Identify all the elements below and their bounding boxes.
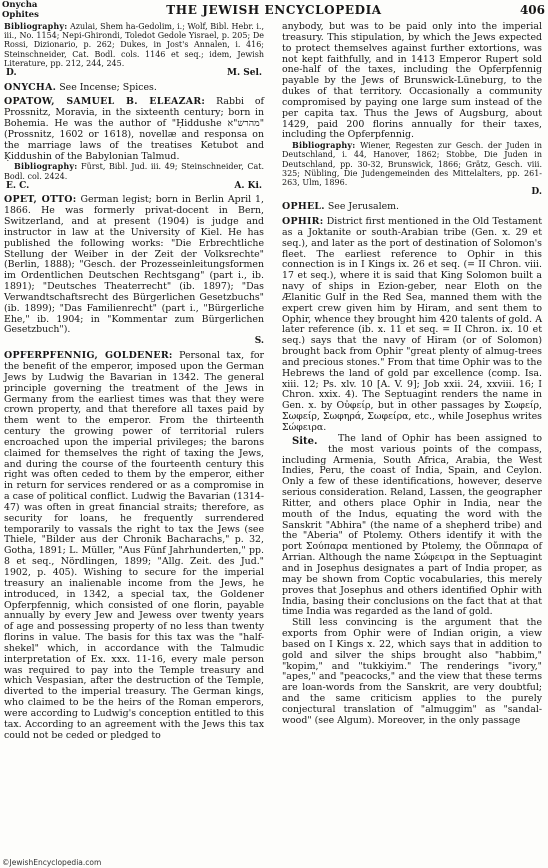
entry-text: Personal tax, for the benefit of the emperor, imposed upon the German Jews by Ludwig the Bavarian in 1342. The general principle governing the treatment of the Jews in Germany from the earliest times was that they were crown property, and that therefore all taxes paid by them went to the emperor. From the thirteenth century the growing power of territorial rulers encroached upon the imperial privileges; the barons claimed for themselves the right of taxing the Jews, and during the course of the fourteenth century this right was often ceded to them by the emperor, either in return for services rendered or as a compromise in a case of political conflict. Ludwig the Bavarian (1314-47) was often in great financial straits; therefore, as security for loans, he frequently surrendered temporarily to vassals the right to tax the Jews (see Thiele, "Bilder aus der Chronik Bacharachs," p. 32, Gotha, 1891; L. Müller, "Aus Fünf Jahrhunderten," pp. 8 et seq., Nördlingen, 1899; "Allg. Zeit. des Jud." 1902, p. 405). Wishing to secure for the imperial treasury an inalienable income from the Jews, he introduced, in 1342, a special tax, the Goldener Opferpfennig, which consisted of one florin, payable annually by every Jew and Jewess over twenty years of age and possessing property of no less than twenty florins in value. The basis for this tax was the "half-shekel" which, in accordance with the Talmudic interpretation of Ex. xxx. 11-16, every male person was required to pay into the Temple treasury and which Vespasian, after the destruction of the Temple, diverted to the imperial treasury. The German kings, who claimed to be the heirs of the Roman emperors, were according to Ludwig's conception entitled to this tax. According to an agreement with the Jews this tax could not be ceded or pledged to bbox=[4, 350, 265, 741]
guide-word-first: Onycha bbox=[2, 0, 38, 10]
signature-line bbox=[4, 181, 264, 192]
bibliography-label: Bibliography: bbox=[292, 140, 356, 151]
page-number: 406 bbox=[519, 3, 545, 17]
signature-line bbox=[4, 68, 264, 79]
entry-headword: OPATOW, SAMUEL B. ELEAZAR: bbox=[4, 96, 206, 108]
bibliography-label: Bibliography: bbox=[14, 161, 78, 172]
entry-headword: OPFERPFENNIG, GOLDENER: bbox=[4, 350, 173, 362]
hebrew-title: מהרש"א bbox=[227, 118, 260, 130]
entry-headword: OPHEL. bbox=[282, 201, 325, 213]
entry-text: German legist; born in Berlin April 1, 1866. He was formerly privat-docent in Bern, Switzerland, and at present (1904) is judge and instructor in law at the University of Kiel. He has published the following works: "Die Erbrechtliche Stellung der Weiber in der Zeit der Volksrechte" (Berlin, 1888); "Gesch. der Prozesseinleitungsformen im Ordentlichen Deutschen Rechtsgang" (part i., ib. 1891); "Deutsches Theaterrecht" (ib. 1897); "Das Verwandtschaftsrecht des Bürgerlichen Gesetzbuchs" (ib. 1899); "Das Familienrecht" (part i., "Bürgerliche Ehe," ib. 1904; in "Kommentar zum Bürgerlichen Gesetzbuch"). bbox=[4, 194, 264, 336]
publication-title: THE JEWISH ENCYCLOPEDIA bbox=[166, 3, 382, 17]
bibliography-label: Bibliography: bbox=[4, 21, 68, 31]
copyright-footer: ©JewishEncyclopedia.com bbox=[2, 858, 102, 867]
entry-opferpfennig-continued: anybody, but was to be paid only into the imperial treasury. This stipulation, by which the Jews expected to protect themselves against further extortions, was not kept faithfully, and in 1413 Emperor Rupert sold one-half of the taxes, including the Opferpfennig payable by the Jews of Brunswick-Lüneburg, to the dukes of that territory. Occasionally a community compromised by paying one large sum instead of the per capita tax. Thus the Jews of Augsburg, about 1429, paid 200 florins annually for their taxes, including the Opferpfennig. bbox=[282, 21, 542, 141]
bibliography-azulai bbox=[4, 22, 264, 68]
cross-reference[interactable]: See Jerusalem. bbox=[327, 201, 400, 213]
bibliography-text: Azulai, Shem ha-Gedolim, i.; Wolf, Bibl. Hebr. i., iii., No. 1154; Nepi-Ghirondi, Toledot Gedole Yisrael, p. 205; De Rossi, Dizionario, p. 262; Dukes, in Jost's Annalen, i. 416; Steinschneider, Cat. Bodl. cols. 1146 et seq.; idem, Jewish Literature, pp. 212, 244, 245. bbox=[4, 22, 264, 68]
entry-opferpfennig bbox=[4, 351, 264, 741]
entry-text-continued: " (Prossnitz, 1602 or 1618), novellæ and responsa on the marriage laws of the treatises Ketubot and Ḳiddushin of the Babylonian Talmud. bbox=[4, 118, 264, 162]
entry-ophir bbox=[282, 217, 542, 434]
entry-headword: ONYCHA. bbox=[4, 81, 57, 93]
entry-text: District first mentioned in the Old Testament as a Joktanite or south-Arabian tribe (Gen. x. 29 et seq.), and later as the port of destination of Solomon's fleet. The earliest reference to Ophir in this connection is in I Kings ix. 26 et seq. (= II Chron. viii. 17 et seq.), where it is said that King Solomon built a navy of ships in Ezion-geber, near Eloth on the Ælanitic Gulf in the Red Sea, manned them with the expert crew given him by Hiram, and sent them to Ophir, whence they brought him 420 talents of gold. A later reference (ib. x. 11 et seq. = II Chron. ix. 10 et seq.) says that the navy of Hiram (or of Solomon) brought back from Ophir "great plenty of almug-trees and precious stones." From that time Ophir was to the Hebrews the land of gold par excellence (comp. Isa. xiii. 12; Ps. xlv. 10 [A. V. 9]; Job xxii. 24, xxviii. 16; I Chron. xxix. 4). The Septuagint renders the name in Gen. x. by Οὐφείρ, but in other passages by Σωφείρ, Σωφείρ, Σωφηρά, Σωφείρα, etc., while Josephus writes Σώφειρα. bbox=[282, 215, 542, 434]
left-column bbox=[4, 22, 264, 742]
cross-reference[interactable]: See Incense; Spices. bbox=[59, 81, 157, 93]
guide-word-last: Ophites bbox=[2, 9, 39, 20]
signature-right: A. Ki. bbox=[234, 180, 262, 191]
signature-left: D. bbox=[6, 68, 17, 79]
paragraph-text: The land of Ophir has been assigned to the most various points of the compass, including Armenia, South Africa, Arabia, the West Indies, Peru, the coast of India, Spain, and Ceylon. Only a few of these identifications, however, deserve serious consideration. Reland, Lassen, the geographer Ritter, and others place Ophir in India, near the mouth of the Indus, equating the word with the Sanskrit "Abhira" (the name of a shepherd tribe) and the "Aberia" of Ptolemy. Others identify it with the port Σούπαρα mentioned by Ptolemy, the Οὔππαρα of Arrian. Although the name Σώφειρα in the Septuagint and in Josephus designates a part of India proper, as may be shown from Coptic vocabularies, this merely proves that Josephus and others identified Ophir with India, basing their conclusions on the fact that at that time India was regarded as the land of gold. bbox=[282, 432, 542, 618]
paragraph-land-of-ophir bbox=[282, 434, 542, 618]
bibliography-opferpfennig bbox=[282, 141, 542, 187]
signature-left: E. C. bbox=[6, 180, 30, 191]
bibliography-opatow bbox=[4, 162, 264, 180]
bibliography-text: Wiener, Regesten zur Gesch. der Juden in Deutschland, i. 44, Hanover, 1862; Stobbe, Die Juden in Deutschland, pp. 30-32, Brunswick, 1866; Grätz, Gesch. viii. 325; Nübling, Die Judengemeinden des Mittelalters, pp. 261-263, Ulm, 1896. bbox=[282, 141, 543, 188]
signature-right: M. Sel. bbox=[226, 68, 262, 79]
entry-text: Rabbi of Prossnitz, Moravia, in the sixteenth century; born in Bohemia. He was the author of "Ḥiddushe bbox=[4, 96, 265, 130]
entry-headword: OPHIR: bbox=[282, 215, 324, 227]
entry-opet bbox=[4, 195, 264, 336]
bibliography-text: Fürst, Bibl. Jud. iii. 49; Steinschneider, Cat. Bodl. col. 2424. bbox=[4, 162, 264, 181]
page-header bbox=[0, 0, 548, 20]
paragraph-exports: Still less convincing is the argument that the exports from Ophir were of Indian origin, a view based on I Kings x. 22, which says that in addition to gold and silver the ships brought also "habbim," "kopim," and "tukkiyim." The renderings "ivory," "apes," and "peacocks," and the view that these terms are loan-words from the Sanskrit, are very doubtful; and the same criticism applies to the purely conjectural translation of "almuggim" as "sandal-wood" (see Algum). Moreover, in the only passage bbox=[282, 617, 542, 726]
signature-right: S. bbox=[254, 336, 264, 347]
side-heading-site: Site. bbox=[292, 435, 318, 447]
entry-ophel bbox=[282, 202, 542, 213]
right-column bbox=[282, 22, 542, 727]
entry-opatow bbox=[4, 97, 264, 162]
signature-right: D. bbox=[531, 187, 542, 198]
entry-headword: OPET, OTTO: bbox=[4, 194, 77, 206]
entry-onycha bbox=[4, 83, 264, 94]
